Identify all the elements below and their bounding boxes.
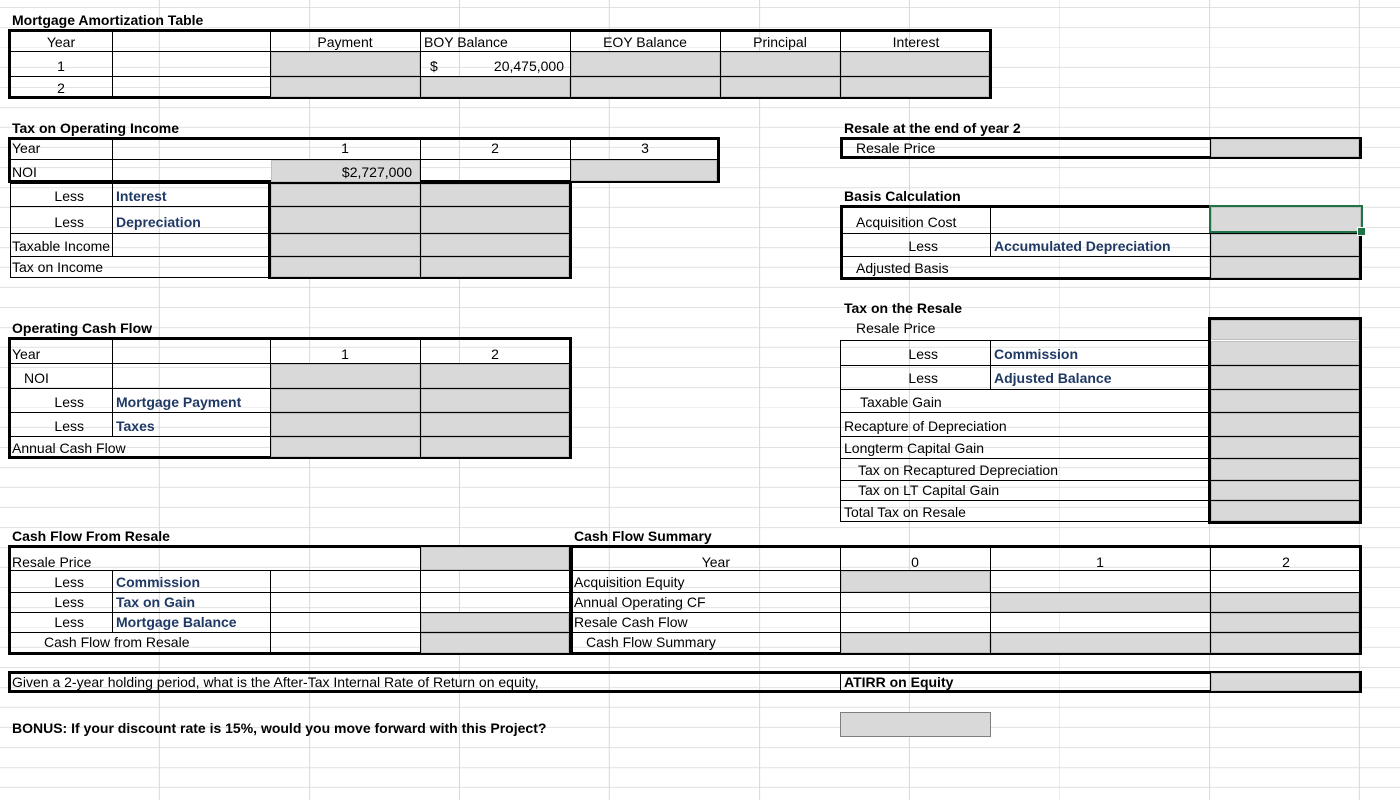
mortgage-payment-y2-cell[interactable] [271, 77, 420, 97]
tax-resale-price-label: Resale Price [856, 320, 936, 336]
tax-resale-price-cell[interactable] [1211, 320, 1359, 340]
ocf-year-label: Year [12, 346, 41, 362]
cf-from-resale-cell[interactable] [421, 633, 569, 653]
basis-title: Basis Calculation [844, 188, 961, 204]
mortgage-boy-y2-cell[interactable] [421, 77, 570, 97]
acq-equity-label: Acquisition Equity [574, 574, 685, 590]
tax-op-year-label: Year [12, 140, 41, 156]
tax-op-year-3: 3 [641, 140, 649, 156]
ocf-less-2: Less [54, 418, 84, 434]
resale-cf-price-label: Resale Price [12, 554, 92, 570]
tax-op-less-2: Less [54, 214, 84, 230]
atirr-value-cell[interactable] [1211, 673, 1359, 691]
ocf-title: Operating Cash Flow [12, 320, 153, 336]
tax-op-interest-y1-cell[interactable] [271, 184, 420, 206]
tax-resale-less-1: Less [908, 346, 938, 362]
annual-op-cf-label: Annual Operating CF [574, 594, 706, 610]
tax-op-less-1: Less [54, 188, 84, 204]
mortgage-payment-y2-cell[interactable] [421, 389, 569, 412]
tax-op-interest-y2-cell[interactable] [421, 184, 569, 206]
mortgage-interest-y2-cell[interactable] [841, 77, 989, 97]
ocf-noi-y2-cell[interactable] [421, 364, 569, 388]
tax-resale-commission-label: Commission [994, 346, 1079, 362]
mortgage-principal-header: Principal [753, 34, 807, 50]
annual-cf-y2-cell[interactable] [421, 437, 569, 457]
resale-cf-y2-cell[interactable] [1211, 613, 1359, 632]
taxable-gain-cell[interactable] [1211, 390, 1359, 412]
ocf-year-1: 1 [341, 346, 349, 362]
mortgage-payment-header: Payment [317, 34, 373, 50]
mortgage-interest-y1-cell[interactable] [841, 52, 989, 76]
mortgage-eoy-y2-cell[interactable] [571, 77, 720, 97]
acq-cost-label: Acquisition Cost [856, 214, 957, 230]
ocf-noi-y1-cell[interactable] [271, 364, 420, 388]
tax-op-title: Tax on Operating Income [12, 120, 179, 136]
depreciation-y2-cell[interactable] [421, 207, 569, 233]
annual-op-cf-y1-cell[interactable] [991, 593, 1210, 612]
mortgage-year-header: Year [46, 34, 76, 50]
resale-cash-flow-label: Resale Cash Flow [574, 614, 688, 630]
summary-year-0: 0 [911, 554, 919, 570]
cf-summary-y1-cell[interactable] [991, 633, 1210, 653]
tax-resale-less-2: Less [908, 370, 938, 386]
resale-cf-title: Cash Flow From Resale [12, 528, 170, 544]
accum-dep-label: Accumulated Depreciation [994, 238, 1171, 254]
tax-lt-label: Tax on LT Capital Gain [858, 482, 1000, 498]
acq-equity-y0-cell[interactable] [841, 571, 990, 592]
mortgage-payment-y1-cell[interactable] [271, 389, 420, 412]
mortgage-balance-cell[interactable] [421, 613, 569, 632]
resale-y2-price-label: Resale Price [856, 140, 936, 156]
taxable-income-label: Taxable Income [12, 238, 111, 254]
bonus-answer-cell[interactable] [840, 712, 991, 737]
taxable-income-y2-cell[interactable] [421, 234, 569, 256]
mortgage-eoy-y1-cell[interactable] [571, 52, 720, 76]
resale-cf-total-label: Cash Flow from Resale [44, 634, 190, 650]
tax-on-income-label: Tax on Income [12, 259, 104, 275]
taxable-income-y1-cell[interactable] [271, 234, 420, 256]
mortgage-payment-y1-cell[interactable] [271, 52, 420, 76]
cf-summary-y0-cell[interactable] [841, 633, 990, 653]
recapture-label: Recapture of Depreciation [844, 418, 1007, 434]
total-tax-resale-label: Total Tax on Resale [844, 504, 966, 520]
tax-op-noi-value[interactable]: $2,727,000 [341, 164, 412, 180]
selected-cell-outline[interactable] [1209, 205, 1363, 233]
tax-recaptured-label: Tax on Recaptured Depreciation [858, 462, 1059, 478]
mortgage-year-1: 1 [57, 58, 65, 74]
tax-lt-cell[interactable] [1211, 481, 1359, 500]
annual-op-cf-y2-cell[interactable] [1211, 593, 1359, 612]
tax-op-interest-label: Interest [116, 188, 167, 204]
accum-dep-cell[interactable] [1211, 234, 1359, 256]
resale-y2-title: Resale at the end of year 2 [844, 120, 1021, 136]
summary-year-label: Year [701, 554, 730, 570]
ocf-taxes-label: Taxes [116, 418, 155, 434]
annual-cf-label: Annual Cash Flow [12, 440, 126, 456]
total-tax-resale-cell[interactable] [1211, 501, 1359, 521]
mortgage-principal-y1-cell[interactable] [721, 52, 840, 76]
summary-year-2: 2 [1282, 554, 1290, 570]
recapture-cell[interactable] [1211, 413, 1359, 436]
taxes-y2-cell[interactable] [421, 413, 569, 436]
resale-cf-tax-on-gain-label: Tax on Gain [116, 594, 196, 610]
tax-op-noi-label: NOI [12, 164, 37, 180]
tax-resale-adj-balance-cell[interactable] [1211, 366, 1359, 389]
adjusted-basis-label: Adjusted Basis [856, 260, 949, 276]
resale-cf-commission-label: Commission [116, 574, 201, 590]
mortgage-boy-header: BOY Balance [424, 34, 508, 50]
resale-price-cell[interactable] [421, 547, 569, 570]
summary-title: Cash Flow Summary [574, 528, 712, 544]
tax-resale-commission-cell[interactable] [1211, 341, 1359, 365]
lt-gain-label: Longterm Capital Gain [844, 440, 985, 456]
tax-resale-title: Tax on the Resale [844, 300, 963, 316]
cf-summary-label: Cash Flow Summary [586, 634, 716, 650]
boy-currency-symbol: $ [430, 58, 438, 74]
atirr-label: ATIRR on Equity [844, 674, 954, 690]
tax-on-income-y1-cell[interactable] [271, 257, 420, 277]
tax-op-depreciation-label: Depreciation [116, 214, 201, 230]
bonus-question: BONUS: If your discount rate is 15%, would you move forward with this Project? [12, 720, 547, 736]
depreciation-y1-cell[interactable] [271, 207, 420, 233]
boy-balance-value[interactable]: 20,475,000 [493, 58, 564, 74]
resale-cf-less-2: Less [54, 594, 84, 610]
ocf-noi-label: NOI [24, 370, 49, 386]
resale-cf-less-1: Less [54, 574, 84, 590]
resale-cf-less-3: Less [54, 614, 84, 630]
resale-cf-mortgage-balance-label: Mortgage Balance [116, 614, 237, 630]
mortgage-year-2: 2 [57, 80, 65, 96]
tax-resale-adj-balance-label: Adjusted Balance [994, 370, 1112, 386]
fill-handle[interactable] [1357, 227, 1366, 236]
lt-gain-cell[interactable] [1211, 437, 1359, 458]
ocf-year-2: 2 [491, 346, 499, 362]
basis-less-label: Less [908, 238, 938, 254]
question-text: Given a 2-year holding period, what is the After-Tax Internal Rate of Return on equity, [12, 674, 539, 690]
mortgage-eoy-header: EOY Balance [603, 34, 687, 50]
taxable-gain-label: Taxable Gain [860, 394, 942, 410]
adjusted-basis-cell[interactable] [1211, 257, 1359, 278]
tax-op-year-1: 1 [341, 140, 349, 156]
mortgage-principal-y2-cell[interactable] [721, 77, 840, 97]
mortgage-title: Mortgage Amortization Table [12, 12, 204, 28]
taxes-y1-cell[interactable] [271, 413, 420, 436]
ocf-mortgage-payment-label: Mortgage Payment [116, 394, 242, 410]
summary-year-1: 1 [1096, 554, 1104, 570]
ocf-less-1: Less [54, 394, 84, 410]
annual-cf-y1-cell[interactable] [271, 437, 420, 457]
mortgage-interest-header: Interest [892, 34, 940, 50]
tax-op-year-2: 2 [491, 140, 499, 156]
resale-y2-price-cell[interactable] [1211, 139, 1359, 157]
noi-y3-cell[interactable] [571, 160, 717, 181]
cf-summary-y2-cell[interactable] [1211, 633, 1359, 653]
tax-on-income-y2-cell[interactable] [421, 257, 569, 277]
tax-recaptured-cell[interactable] [1211, 459, 1359, 480]
